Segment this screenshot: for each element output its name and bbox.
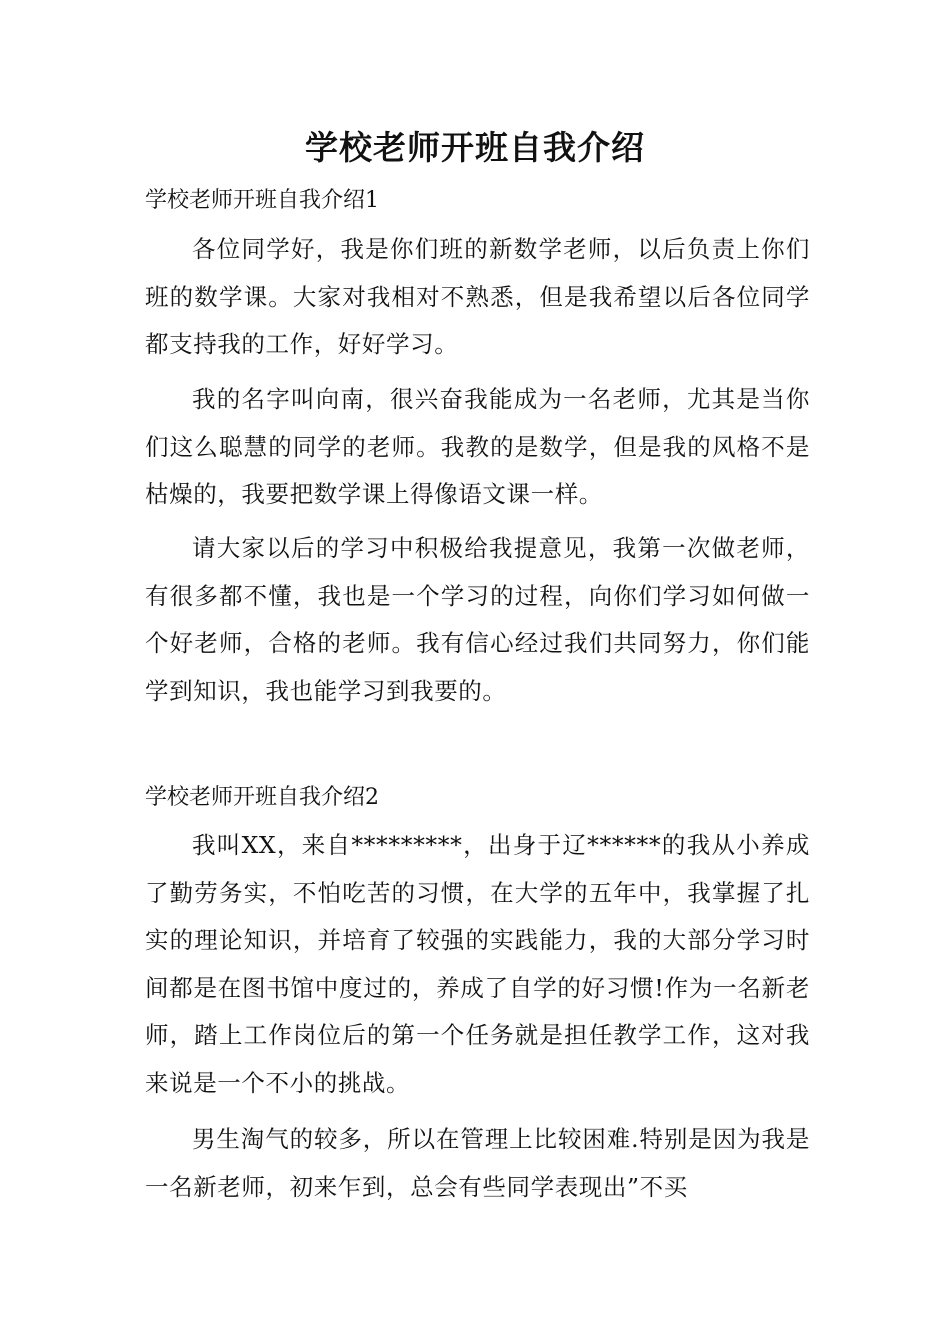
paragraph: 我叫XX，来自*********，出身于辽******的我从小养成了勤劳务实，不怕吃苦的习惯，在大学的五年中，我掌握了扎实的理论知识，并培育了较强的实践能力，我的大部分学习时间都是在图书馆中度过的，养成了自学的好习惯!作为一名新老师，踏上工作岗位后的第一个任务就是担任教学工作，这对我来说是一个不小的挑战。 [145,831,810,1097]
paragraph: 男生淘气的较多，所以在管理上比较困难.特别是因为我是一名新老师，初来乍到，总会有些同学表现出”不买 [145,1125,810,1201]
paragraph: 请大家以后的学习中积极给我提意见，我第一次做老师，有很多都不懂，我也是一个学习的过程，向你们学习如何做一个好老师，合格的老师。我有信心经过我们共同努力，你们能学到知识，我也能学习到我要的。 [145,534,810,705]
document-title: 学校老师开班自我介绍 [305,128,645,167]
paragraph: 我的名字叫向南，很兴奋我能成为一名老师，尤其是当你们这么聪慧的同学的老师。我教的是数学，但是我的风格不是枯燥的，我要把数学课上得像语文课一样。 [145,385,810,508]
section-heading-2: 学校老师开班自我介绍2 [145,785,379,810]
paragraph: 各位同学好，我是你们班的新数学老师，以后负责上你们班的数学课。大家对我相对不熟悉，但是我希望以后各位同学都支持我的工作，好好学习。 [145,235,810,358]
section-heading-1: 学校老师开班自我介绍1 [145,188,379,213]
